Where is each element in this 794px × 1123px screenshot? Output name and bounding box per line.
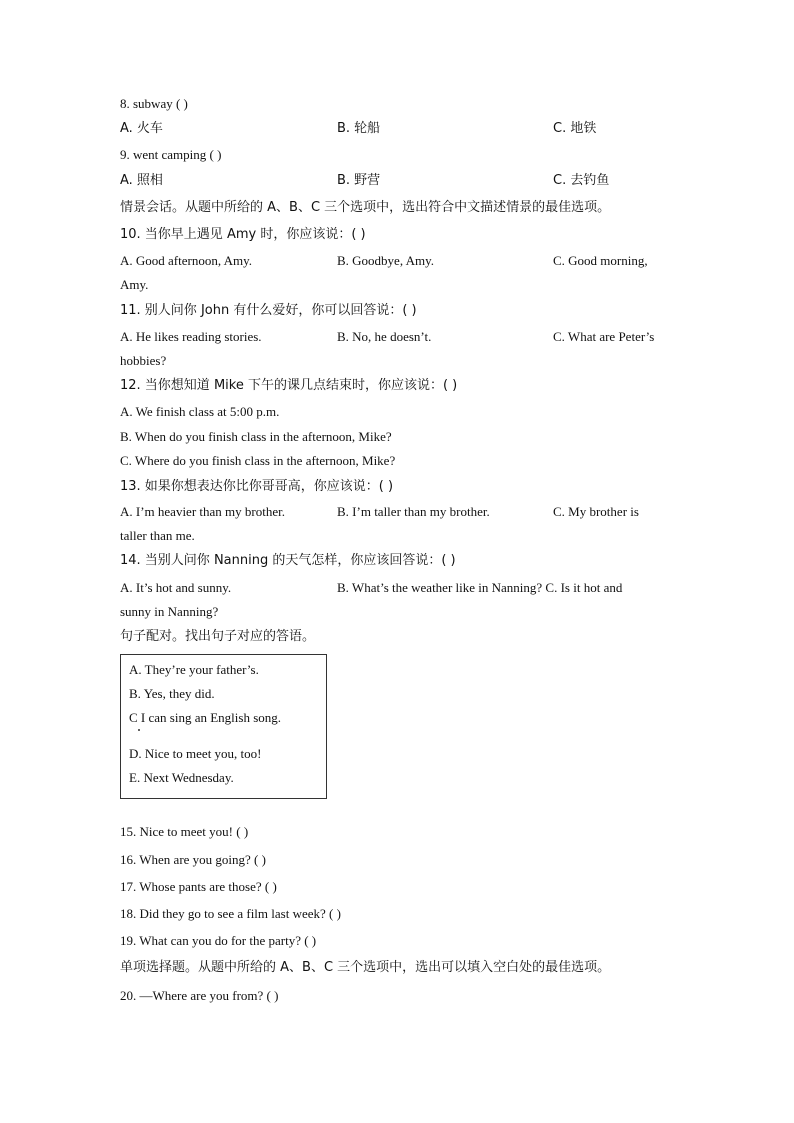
question-14-option-c-continued: sunny in Nanning? xyxy=(120,604,219,619)
question-12-option-c: C. Where do you finish class in the afternoon, Mike? xyxy=(120,453,396,468)
stray-dot-mark xyxy=(138,729,140,731)
question-11-stem: 11. 别人问你 John 有什么爱好，你可以回答说：( ) xyxy=(120,303,417,318)
question-11-option-c-continued: hobbies? xyxy=(120,353,167,368)
question-11-option-a: A. He likes reading stories. xyxy=(120,329,262,344)
question-8-option-a: A. 火车 xyxy=(120,121,163,136)
match-option-b: B. Yes, they did. xyxy=(129,686,215,701)
section-heading-single-choice: 单项选择题。从题中所给的 A、B、C 三个选项中，选出可以填入空白处的最佳选项。 xyxy=(120,960,611,975)
question-8-option-c: C. 地铁 xyxy=(553,121,597,136)
question-10-option-c-continued: Amy. xyxy=(120,277,149,292)
question-20: 20. —Where are you from? ( ) xyxy=(120,988,279,1003)
question-11-option-b: B. No, he doesn’t. xyxy=(337,329,432,344)
question-10-option-a: A. Good afternoon, Amy. xyxy=(120,253,253,268)
match-option-a: A. They’re your father’s. xyxy=(129,662,259,677)
section-heading-matching: 句子配对。找出句子对应的答语。 xyxy=(120,629,316,644)
answer-options-box xyxy=(120,654,327,799)
question-11-option-c: C. What are Peter’s xyxy=(553,329,655,344)
question-8-stem: 8. subway ( ) xyxy=(120,96,188,111)
question-9-option-c: C. 去钓鱼 xyxy=(553,173,610,188)
question-14-stem: 14. 当别人问你 Nanning 的天气怎样，你应该回答说：( ) xyxy=(120,553,456,568)
question-9-option-b: B. 野营 xyxy=(337,173,381,188)
question-9-stem: 9. went camping ( ) xyxy=(120,147,222,162)
question-10-option-c: C. Good morning, xyxy=(553,253,648,268)
question-14-option-a: A. It’s hot and sunny. xyxy=(120,580,232,595)
question-12-option-b: B. When do you finish class in the afternoon, Mike? xyxy=(120,429,392,444)
match-option-e: E. Next Wednesday. xyxy=(129,770,234,785)
question-15: 15. Nice to meet you! ( ) xyxy=(120,824,249,839)
question-10-option-b: B. Goodbye, Amy. xyxy=(337,253,435,268)
question-13-option-a: A. I’m heavier than my brother. xyxy=(120,504,285,519)
question-13-option-b: B. I’m taller than my brother. xyxy=(337,504,490,519)
section-heading-situation: 情景会话。从题中所给的 A、B、C 三个选项中，选出符合中文描述情景的最佳选项。 xyxy=(120,200,611,215)
match-option-d: D. Nice to meet you, too! xyxy=(129,746,262,761)
question-8-option-b: B. 轮船 xyxy=(337,121,381,136)
question-12-stem: 12. 当你想知道 Mike 下午的课几点结束时，你应该说：( ) xyxy=(120,378,458,393)
question-17: 17. Whose pants are those? ( ) xyxy=(120,879,277,894)
question-14-option-b-and-c: B. What’s the weather like in Nanning? C. Is it hot and xyxy=(337,580,623,595)
question-10-stem: 10. 当你早上遇见 Amy 时，你应该说：( ) xyxy=(120,227,366,242)
question-9-option-a: A. 照相 xyxy=(120,173,163,188)
question-13-stem: 13. 如果你想表达你比你哥哥高，你应该说：( ) xyxy=(120,479,394,494)
match-option-c: C I can sing an English song. xyxy=(129,710,282,725)
question-13-option-c-continued: taller than me. xyxy=(120,528,195,543)
question-18: 18. Did they go to see a film last week? ( ) xyxy=(120,906,341,921)
question-19: 19. What can you do for the party? ( ) xyxy=(120,933,317,948)
question-12-option-a: A. We finish class at 5:00 p.m. xyxy=(120,404,280,419)
question-16: 16. When are you going? ( ) xyxy=(120,852,266,867)
question-13-option-c: C. My brother is xyxy=(553,504,639,519)
